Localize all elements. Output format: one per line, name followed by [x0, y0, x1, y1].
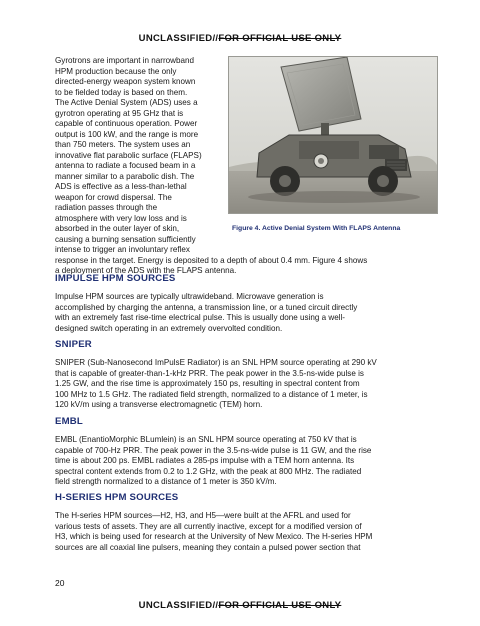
text-line: intense to trigger an involuntary reflex	[55, 245, 190, 254]
text-line: designed switch operating in an extremely overvolted condition.	[55, 323, 283, 333]
text-line: than 750 meters. The system uses an	[55, 140, 191, 149]
text-line: HPM production because the only	[55, 66, 177, 76]
text-line: radiation passes through the	[55, 203, 158, 212]
text-line: response in the target. Energy is deposited to a depth of about 0.4 mm. Figure 4 shows	[55, 255, 368, 265]
page-number: 20	[55, 578, 65, 588]
text-line: with an extremely fast rise-time electrical pulse. This is usually done using a well-	[55, 313, 345, 322]
text-line: that is capable of greater-than-1-kHz PRR. The peak power in the 3.5-ns-wide pulse is	[55, 368, 364, 378]
text-line: output is 100 kW, and the range is more	[55, 129, 199, 139]
text-line: to be fielded today is based on them.	[55, 87, 188, 97]
text-line: weapon for crowd dispersal. The	[55, 192, 172, 202]
paragraph-sniper	[55, 358, 377, 411]
text-line: spectral content extends from 0.2 to 1.2 GHz, with the peak at 800 MHz. The radiated	[55, 466, 362, 476]
text-line: 1.25 GW, and the rise time is approximately 150 ps, resulting in spectral content from	[55, 379, 360, 388]
classification-struck: FOR OFFICIAL USE ONLY	[218, 600, 342, 611]
text-line: sources are all coaxial line pulsers, meaning they contain a pulsed power section that	[55, 542, 361, 552]
figure-photo	[228, 56, 438, 214]
heading-impulse-hpm-sources: IMPULSE HPM SOURCES	[55, 273, 176, 284]
text-line: innovative flat parabolic surface (FLAPS)	[55, 150, 202, 160]
text-line: antenna to radiate a focused beam in a	[55, 161, 196, 170]
text-line: Impulse HPM sources are typically ultrawideband. Microwave generation is	[55, 292, 324, 301]
text-line: SNIPER (Sub-Nanosecond ImPulsE Radiator) is an SNL HPM source operating at 290 kV	[55, 358, 377, 367]
text-line: field strength normalized to a distance of 1 meter is 350 kV/m.	[55, 477, 277, 486]
classification-banner-bottom	[0, 600, 480, 611]
text-line: various tests of assets. They are all currently inactive, except for a modified version of	[55, 521, 362, 531]
text-line: capable of 700-Hz PRR. The peak power in the 3.5-ns-wide pulse is 11 GW, and the rise	[55, 445, 372, 455]
text-line: EMBL (EnantioMorphic BLumlein) is an SNL HPM source operating at 750 kV that is	[55, 435, 357, 444]
humvee-flaps-antenna-image	[229, 57, 437, 213]
figure-caption: Figure 4. Active Denial System With FLAPS Antenna	[232, 225, 401, 232]
heading-h-series-hpm-sources: H-SERIES HPM SOURCES	[55, 492, 179, 503]
text-line: capable of continuous operation. Power	[55, 119, 198, 128]
text-line: ADS is effective as a less-than-lethal	[55, 182, 187, 191]
classification-prefix: UNCLASSIFIED//	[138, 600, 219, 611]
text-line: The Active Denial System (ADS) uses a	[55, 98, 198, 107]
classification-prefix: UNCLASSIFIED//	[138, 33, 219, 44]
text-line: 120 kV/m using a transverse electromagnetic (TEM) horn.	[55, 400, 263, 409]
classification-banner-top	[0, 33, 480, 44]
text-line: H3, which is being used for research at the University of New Mexico. The H-series HPM	[55, 532, 373, 541]
text-line: manner similar to a parabolic dish. The	[55, 171, 195, 181]
paragraph-h-series	[55, 511, 372, 553]
text-line: accomplished by charging the antenna, a transmission line, or a tuned circuit directly	[55, 302, 358, 312]
paragraph-impulse-hpm	[55, 292, 357, 334]
text-line: atmosphere with very low loss and is	[55, 213, 187, 223]
text-line: causing a burning sensation sufficiently	[55, 234, 196, 244]
text-line: The H-series HPM sources—H2, H3, and H5—were built at the AFRL and used for	[55, 511, 351, 520]
text-line: 100 MHz to 1.5 GHz. The radiated field strength, normalized to a distance of 1 meter, is	[55, 389, 368, 399]
text-line: absorbed in the outer layer of skin,	[55, 224, 180, 233]
text-line: time is about 200 ps. EMBL radiates a 285-ps impulse with a TEM horn antenna. Its	[55, 456, 355, 465]
text-line: directed-energy weapon system known	[55, 77, 196, 86]
text-line: gyrotron operating at 95 GHz that is	[55, 108, 184, 118]
heading-sniper: SNIPER	[55, 339, 92, 350]
heading-embl: EMBL	[55, 416, 83, 427]
text-line: a deployment of the ADS with the FLAPS antenna.	[55, 266, 237, 275]
classification-struck: FOR OFFICIAL USE ONLY	[218, 33, 342, 44]
paragraph-embl	[55, 435, 371, 488]
text-line: Gyrotrons are important in narrowband	[55, 56, 195, 65]
